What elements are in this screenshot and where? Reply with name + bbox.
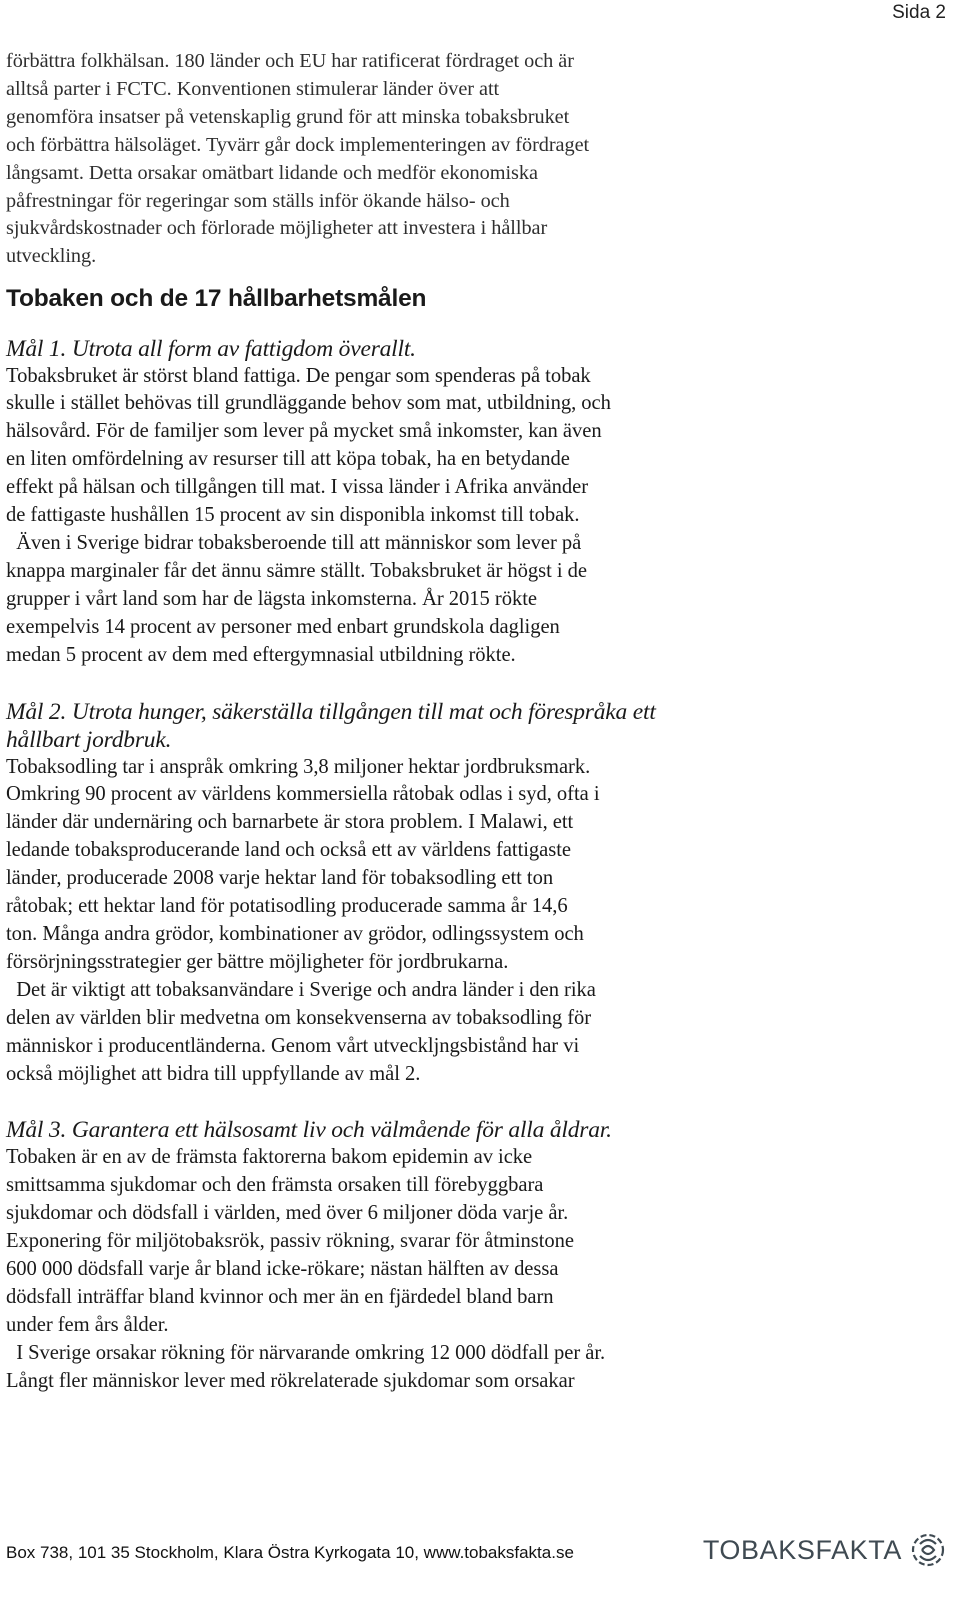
text-line: hälsovård. För de familjer som lever på mycket små inkomster, kan även bbox=[6, 420, 602, 443]
intro-paragraph bbox=[6, 48, 726, 271]
text-line: sjukvårdskostnader och förlorade möjligheter att investera i hållbar bbox=[6, 217, 548, 240]
text-line: Tobaksodling tar i anspråk omkring 3,8 miljoner hektar jordbruksmark. bbox=[6, 755, 591, 778]
text-line: också möjlighet att bidra till uppfyllande av mål 2. bbox=[6, 1062, 421, 1085]
goal-3-text bbox=[6, 1144, 726, 1395]
text-line: råtobak; ett hektar land för potatisodling producerade samma år 14,6 bbox=[6, 895, 568, 918]
text-line: de fattigaste hushållen 15 procent av sin disponibla inkomst till tobak. bbox=[6, 504, 580, 527]
text-line: Långt fler människor lever med rökrelaterade sjukdomar som orsakar bbox=[6, 1369, 575, 1392]
text-line: utveckling. bbox=[6, 245, 97, 268]
text-line: I Sverige orsakar rökning för närvarande omkring 12 000 dödfall per år. bbox=[6, 1341, 606, 1364]
goal-2-text bbox=[6, 754, 726, 1089]
text-line: exempelvis 14 procent av personer med enbart grundskola dagligen bbox=[6, 615, 560, 638]
tobaksfakta-logo-icon bbox=[908, 1530, 948, 1570]
text-line: Tobaksbruket är störst bland fattiga. De pengar som spenderas på tobak bbox=[6, 364, 591, 387]
text-line: skulle i stället behövas till grundläggande behov som mat, utbildning, och bbox=[6, 392, 611, 415]
text-line: Det är viktigt att tobaksanvändare i Sverige och andra länder i den rika bbox=[6, 978, 596, 1001]
text-line: påfrestningar för regeringar som ställs inför ökande hälso- och bbox=[6, 189, 510, 212]
goal-3-heading: Mål 3. Garantera ett hälsosamt liv och välmående för alla åldrar. bbox=[6, 1117, 612, 1144]
text-line: alltså parter i FCTC. Konventionen stimulerar länder över att bbox=[6, 77, 500, 100]
text-line: Tobaken är en av de främsta faktorerna bakom epidemin av icke bbox=[6, 1146, 533, 1169]
text-line: länder där undernäring och barnarbete är stora problem. I Malawi, ett bbox=[6, 811, 574, 834]
text-line: Även i Sverige bidrar tobaksberoende till att människor som lever på bbox=[6, 532, 582, 555]
text-line: medan 5 procent av dem med eftergymnasial utbildning rökte. bbox=[6, 643, 516, 666]
text-line: långsamt. Detta orsakar omätbart lidande och medför ekonomiska bbox=[6, 161, 538, 184]
section-title: Tobaken och de 17 hållbarhetsmålen bbox=[6, 285, 427, 313]
text-line: Exponering för miljötobaksrök, passiv rökning, svarar för åtminstone bbox=[6, 1230, 574, 1253]
text-line: smittsamma sjukdomar och den främsta orsaken till förebyggbara bbox=[6, 1174, 544, 1197]
text-line: genomföra insatser på vetenskaplig grund för att minska tobaksbruket bbox=[6, 105, 570, 128]
page-number: Sida 2 bbox=[892, 2, 946, 23]
text-line: grupper i vårt land som har de lägsta inkomsterna. År 2015 rökte bbox=[6, 587, 537, 610]
text-line: 600 000 dödsfall varje år bland icke-rökare; nästan hälften av dessa bbox=[6, 1258, 559, 1281]
text-line: knappa marginaler får det ännu sämre ställt. Tobaksbruket är högst i de bbox=[6, 559, 587, 582]
goal-1-text bbox=[6, 363, 726, 670]
goal-1-heading: Mål 1. Utrota all form av fattigdom överallt. bbox=[6, 335, 416, 362]
footer-address: Box 738, 101 35 Stockholm, Klara Östra Kyrkogata 10, www.tobaksfakta.se bbox=[6, 1543, 574, 1562]
text-line: sjukdomar och dödsfall i världen, med över 6 miljoner döda varje år. bbox=[6, 1202, 569, 1225]
text-line: förbättra folkhälsan. 180 länder och EU har ratificerat fördraget och är bbox=[6, 50, 574, 72]
text-line: effekt på hälsan och tillgången till mat. I vissa länder i Afrika använder bbox=[6, 476, 589, 499]
text-line: och förbättra hälsoläget. Tyvärr går dock implementeringen av fördraget bbox=[6, 133, 590, 156]
goal-2-heading bbox=[6, 698, 726, 754]
heading-line: Mål 2. Utrota hunger, säkerställa tillgången till mat och förespråka ett bbox=[6, 698, 656, 725]
text-line: människor i producentländerna. Genom vårt utveckljngsbistånd har vi bbox=[6, 1034, 580, 1057]
text-line: ledande tobaksproducerande land och också ett av världens fattigaste bbox=[6, 839, 571, 862]
text-line: Omkring 90 procent av världens kommersiella råtobak odlas i syd, ofta i bbox=[6, 783, 600, 806]
brand-wordmark: TOBAKSFAKTA bbox=[702, 1534, 902, 1565]
text-line: ton. Många andra grödor, kombinationer av grödor, odlingssystem och bbox=[6, 922, 584, 945]
text-line: dödsfall inträffar bland kvinnor och mer än en fjärdedel bland barn bbox=[6, 1285, 554, 1308]
text-line: delen av världen blir medvetna om konsekvenserna av tobaksodling för bbox=[6, 1006, 592, 1029]
document-body bbox=[6, 48, 726, 1396]
text-line: under fem års ålder. bbox=[6, 1313, 169, 1336]
text-line: länder, producerade 2008 varje hektar land för tobaksodling ett ton bbox=[6, 867, 554, 890]
text-line: försörjningsstrategier ger bättre möjligheter för jordbrukarna. bbox=[6, 950, 509, 973]
heading-line: hållbart jordbruk. bbox=[6, 726, 172, 753]
text-line: en liten omfördelning av resurser till att köpa tobak, ha en betydande bbox=[6, 448, 570, 471]
brand-logo-group bbox=[703, 1530, 948, 1570]
